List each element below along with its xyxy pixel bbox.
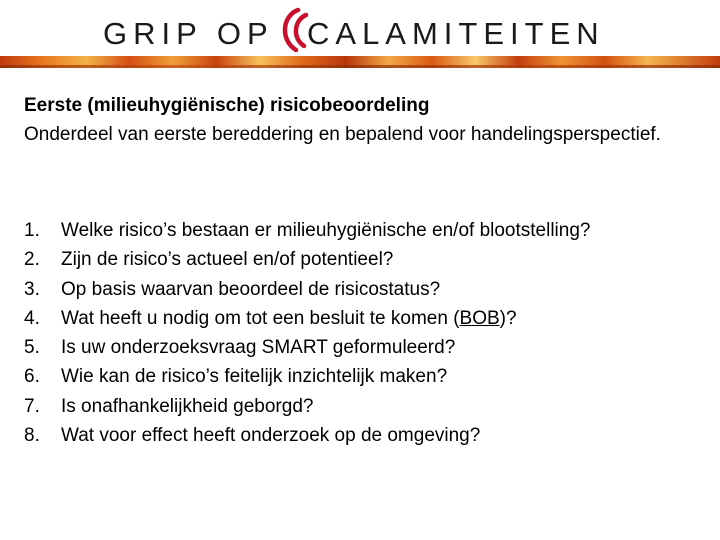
- list-text: Wat voor effect heeft onderzoek op de omgeving?: [61, 425, 481, 447]
- list-item: [24, 333, 704, 362]
- list-text-before: Wat heeft u nodig om tot een besluit te komen (: [61, 307, 460, 329]
- list-item: [24, 392, 704, 421]
- section-heading: Eerste (milieuhygiënische) risicobeoordeling: [24, 95, 430, 116]
- list-number: 1.: [24, 220, 40, 241]
- list-text-after: )?: [499, 307, 517, 329]
- bob-abbreviation: BOB: [459, 307, 500, 329]
- list-number: 2.: [24, 249, 40, 271]
- list-number: 6.: [24, 366, 40, 388]
- main-content: [24, 92, 704, 149]
- list-item: [24, 216, 704, 245]
- list-item: [24, 421, 704, 450]
- list-text: Welke risico’s bestaan er milieuhygiënische en/of blootstelling?: [61, 220, 591, 241]
- list-item: [24, 275, 704, 304]
- list-number: 5.: [24, 337, 40, 359]
- list-number: 3.: [24, 278, 40, 300]
- list-number: 8.: [24, 425, 40, 447]
- section-description: Onderdeel van eerste bereddering en bepalend voor handelingsperspectief.: [24, 123, 661, 145]
- list-item: [24, 245, 704, 274]
- list-text: Op basis waarvan beoordeel de risicostatus?: [61, 278, 441, 300]
- list-number: 7.: [24, 395, 40, 417]
- header: [0, 0, 720, 62]
- list-text: Is uw onderzoeksvraag SMART geformuleerd?: [61, 337, 456, 359]
- title-left: GRIP OP: [103, 16, 274, 51]
- list-item: [24, 362, 704, 391]
- list-text: Zijn de risico’s actueel en/of potentieel?: [61, 249, 394, 271]
- list-text: Is onafhankelijkheid geborgd?: [61, 395, 314, 417]
- list-item: [24, 304, 704, 333]
- question-list: [24, 216, 704, 450]
- logo-inner-arc: [296, 15, 306, 46]
- list-text: Wie kan de risico’s feitelijk inzichtelijk maken?: [61, 366, 448, 388]
- list-number: 4.: [24, 307, 40, 329]
- fire-banner: [0, 56, 720, 68]
- title-right: CALAMITEITEN: [307, 16, 605, 51]
